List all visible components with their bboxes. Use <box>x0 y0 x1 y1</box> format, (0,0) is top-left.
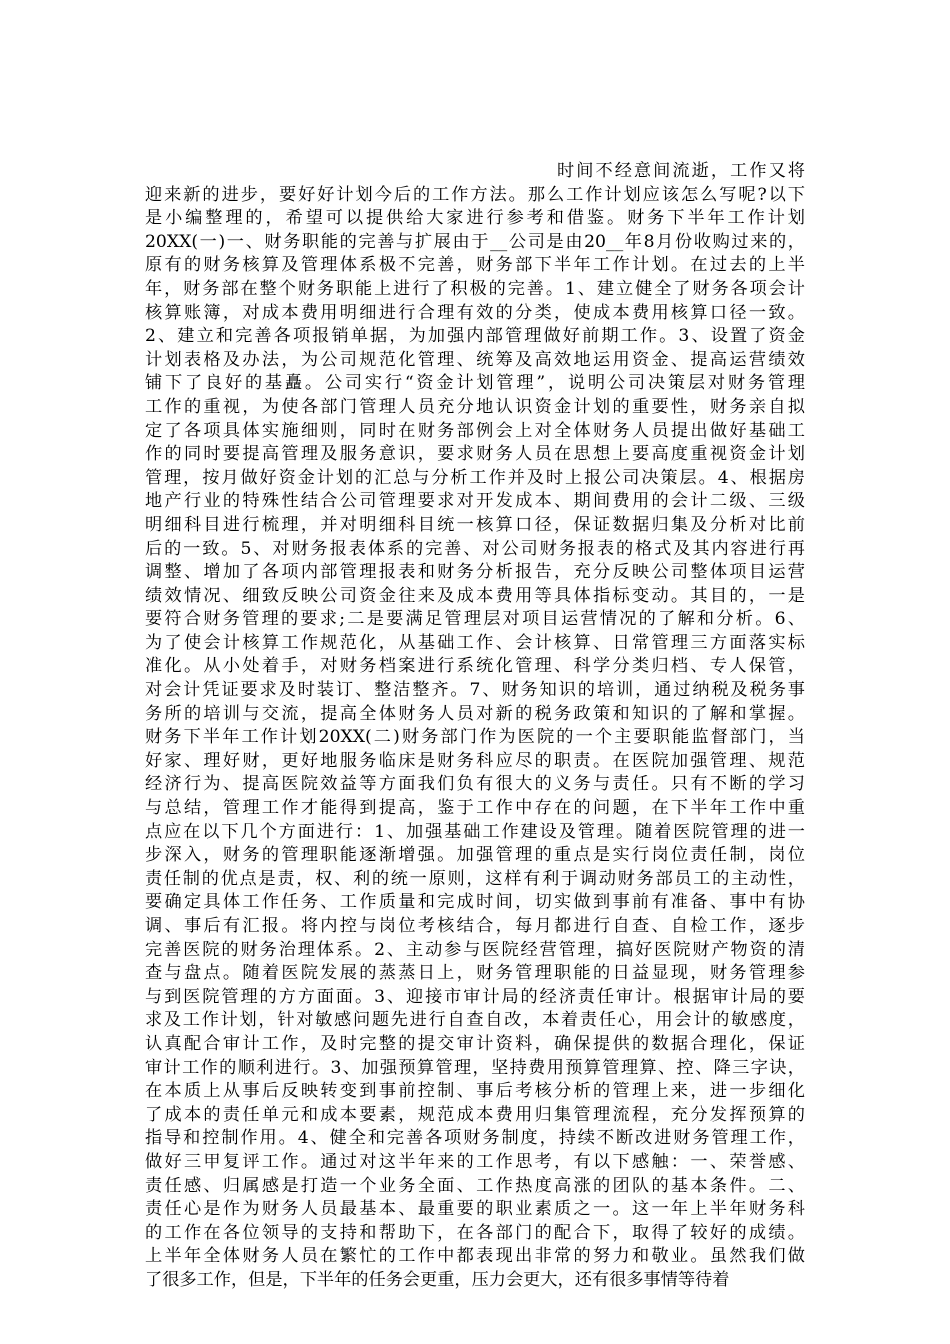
text-line: 责任制的优点是责，权、利的统一原则，这样有利于调动财务部员工的主动性， <box>145 868 805 889</box>
text-line: 2、建立和完善各项报销单据，为加强内部管理做好前期工作。3、设置了资金 <box>145 326 805 347</box>
text-line: 准化。从小处着手，对财务档案进行系统化管理、科学分类归档、专人保管， <box>145 656 805 677</box>
text-line: 与到医院管理的方方面面。3、迎接市审计局的经济责任审计。根据审计局的要 <box>145 986 805 1007</box>
text-line: 后的一致。5、对财务报表体系的完善、对公司财务报表的格式及其内容进行再 <box>145 538 805 559</box>
text-line: 完善医院的财务治理体系。2、主动参与医院经营管理，搞好医院财产物资的清 <box>145 939 805 960</box>
text-line: 要确定具体工作任务、工作质量和完成时间，切实做到事前有准备、事中有协 <box>145 892 805 913</box>
text-line: 了很多工作，但是，下半年的任务会更重，压力会更大，还有很多事情等待着 <box>145 1269 730 1290</box>
text-line: 管理，按月做好资金计划的汇总与分析工作并及时上报公司决策层。4、根据房 <box>145 467 805 488</box>
text-line: 责任心是作为财务人员最基本、最重要的职业素质之一。这一年上半年财务科 <box>145 1199 805 1220</box>
text-line: 为了使会计核算工作规范化，从基础工作、会计核算、日常管理三方面落实标 <box>145 632 805 653</box>
text-line: 了成本的责任单元和成本要素，规范成本费用归集管理流程，充分发挥预算的 <box>145 1104 805 1125</box>
text-line: 对会计凭证要求及时装订、整洁整齐。7、财务知识的培训，通过纳税及税务事 <box>145 680 805 701</box>
text-line: 原有的财务核算及管理体系极不完善，财务部下半年工作计划。在过去的上半 <box>145 255 805 276</box>
text-line: 财务下半年工作计划20XX(二)财务部门作为医院的一个主要职能监督部门，当 <box>145 727 805 748</box>
text-line: 铺下了良好的基矗。公司实行“资金计划管理”，说明公司决策层对财务管理 <box>145 373 805 394</box>
text-line: 绩效情况、细致反映公司资金往来及成本费用等具体指标变动。其目的，一是 <box>145 585 805 606</box>
text-line: 步深入，财务的管理职能逐渐增强。加强管理的重点是实行岗位责任制，岗位 <box>145 845 805 866</box>
text-line: 与总结，管理工作才能得到提高，鉴于工作中存在的问题，在下半年工作中重 <box>145 798 805 819</box>
text-line: 认真配合审计工作，及时完整的提交审计资料，确保提供的数据合理化，保证 <box>145 1033 805 1054</box>
text-line: 调整、增加了各项内部管理报表和财务分析报告，充分反映公司整体项目运营 <box>145 562 805 583</box>
text-line: 在本质上从事后反映转变到事前控制、事后考核分析的管理上来，进一步细化 <box>145 1081 805 1102</box>
text-line: 工作的重视，为使各部门管理人员充分地认识资金计划的重要性，财务亲自拟 <box>145 396 805 417</box>
text-line: 做好三甲复评工作。通过对这半年来的工作思考，有以下感触：一、荣誉感、 <box>145 1151 805 1172</box>
text-line: 计划表格及办法，为公司规范化管理、统筹及高效地运用资金、提高运营绩效 <box>145 349 805 370</box>
text-line: 定了各项具体实施细则，同时在财务部例会上对全体财务人员提出做好基础工 <box>145 420 805 441</box>
text-line: 调、事后有汇报。将内控与岗位考核结合，每月都进行自查、自检工作，逐步 <box>145 916 805 936</box>
text-line: 好家、理好财，更好地服务临床是财务科应尽的职责。在医院加强管理、规范 <box>145 750 805 771</box>
text-line: 作的同时要提高管理及服务意识，要求财务人员在思想上要高度重视资金计划 <box>145 444 805 465</box>
text-line: 明细科目进行梳理，并对明细科目统一核算口径，保证数据归集及分析对比前 <box>145 514 805 535</box>
text-line: 查与盘点。随着医院发展的蒸蒸日上，财务管理职能的日益显现，财务管理参 <box>145 963 805 984</box>
text-line: 求及工作计划，针对敏感问题先进行自查自改，本着责任心，用会计的敏感度， <box>145 1010 805 1031</box>
text-line: 20XX(一)一、财务职能的完善与扩展由于__公司是由20__年8月份收购过来的， <box>145 231 805 252</box>
text-line: 点应在以下几个方面进行：1、加强基础工作建设及管理。随着医院管理的进一 <box>145 821 805 842</box>
text-line: 经济行为、提高医院效益等方面我们负有很大的义务与责任。只有不断的学习 <box>145 774 805 795</box>
text-line: 迎来新的进步，要好好计划今后的工作方法。那么工作计划应该怎么写呢?以下 <box>145 184 805 205</box>
text-line: 审计工作的顺利进行。3、加强预算管理，坚持费用预算管理算、控、降三字诀， <box>145 1057 805 1078</box>
text-line: 时间不经意间流逝，工作又将 <box>557 161 805 181</box>
text-line: 上半年全体财务人员在繁忙的工作中都表现出非常的努力和敬业。虽然我们做 <box>145 1246 805 1267</box>
text-line: 的工作在各位领导的支持和帮助下，在各部门的配合下，取得了较好的成绩。 <box>145 1222 805 1243</box>
document-body <box>145 160 805 1293</box>
text-line: 地产行业的特殊性结合公司管理要求对开发成本、期间费用的会计二级、三级 <box>145 491 805 512</box>
text-line: 务所的培训与交流，提高全体财务人员对新的税务政策和知识的了解和掌握。 <box>145 703 805 724</box>
text-line: 要符合财务管理的要求;二是要满足管理层对项目运营情况的了解和分析。6、 <box>145 609 805 630</box>
text-line: 核算账簿，对成本费用明细进行合理有效的分类，使成本费用核算口径一致。 <box>145 302 805 323</box>
text-line: 是小编整理的，希望可以提供给大家进行参考和借鉴。财务下半年工作计划 <box>145 208 805 229</box>
text-line: 指导和控制作用。4、健全和完善各项财务制度，持续不断改进财务管理工作， <box>145 1128 805 1149</box>
text-line: 责任感、归属感是打造一个业务全面、工作热度高涨的团队的基本条件。二、 <box>145 1175 805 1196</box>
text-line: 年，财务部在整个财务职能上进行了积极的完善。1、建立健全了财务各项会计 <box>145 278 805 299</box>
